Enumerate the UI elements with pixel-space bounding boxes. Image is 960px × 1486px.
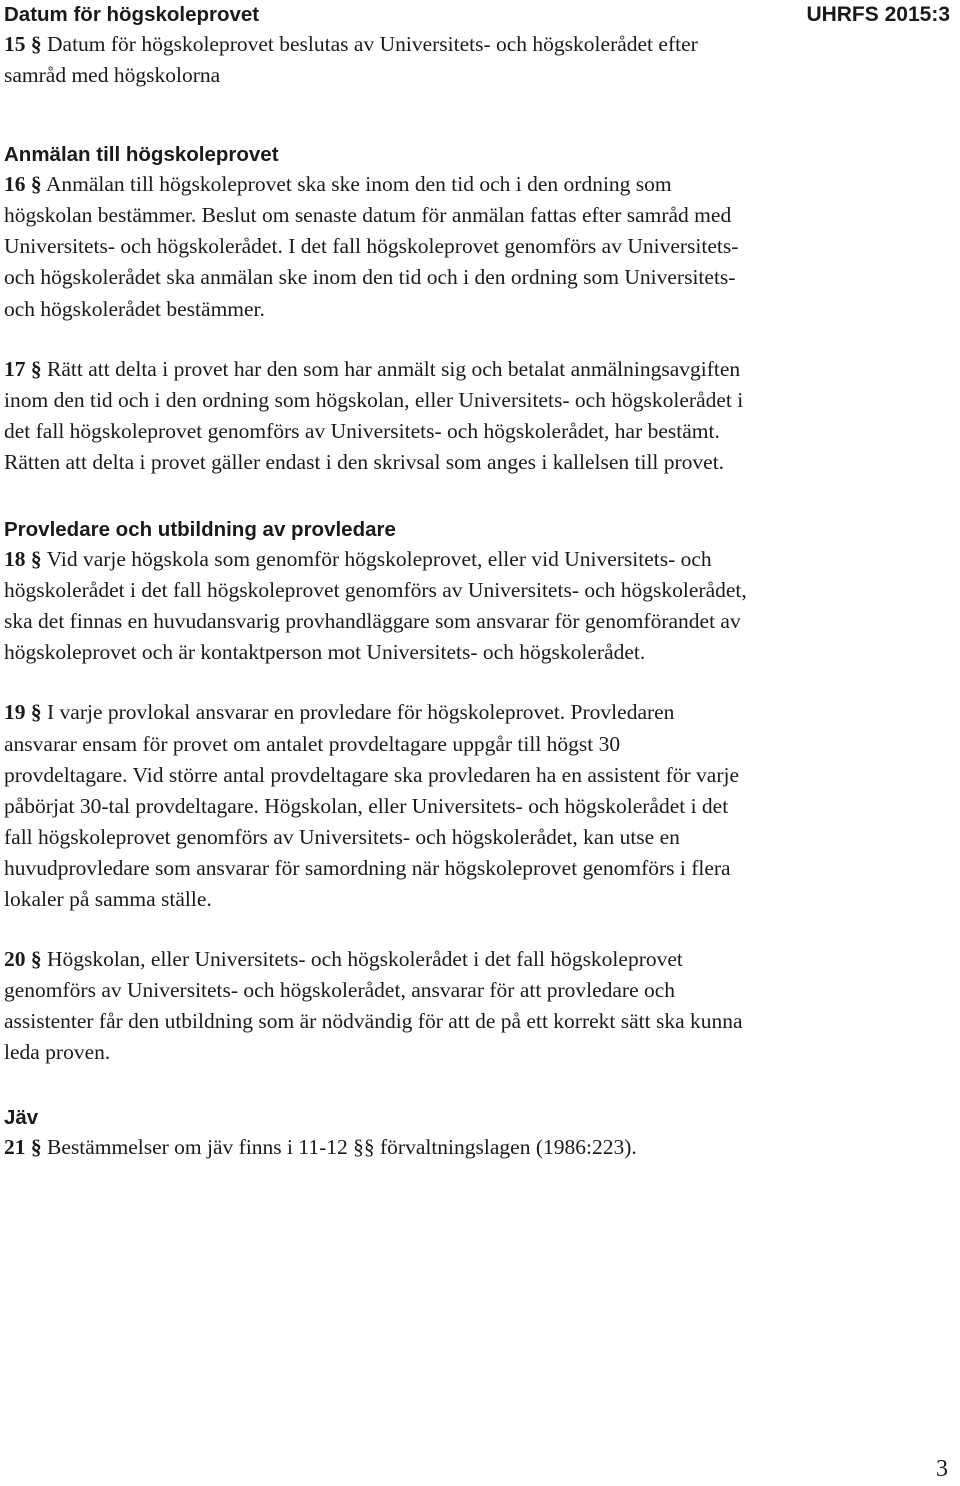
- paragraph-20: [4, 944, 748, 1068]
- section-sign: §: [30, 700, 42, 725]
- paragraph-number: 19: [4, 700, 26, 725]
- paragraph-text: Datum för högskoleprovet beslutas av Universitets- och högskolerådet efter samråd med högskolorna: [4, 32, 698, 88]
- paragraph-text: Högskolan, eller Universitets- och högskolerådet i det fall högskoleprovet genomförs av Universitets- och högskolerådet, ansvarar för att provledare och assistenter får den utbildning som är nödvändig för att de på ett korrekt sätt ska kunna leda proven.: [4, 947, 743, 1065]
- section-sign: §: [30, 547, 42, 572]
- paragraph-number: 18: [4, 547, 26, 572]
- heading-jav: Jäv: [4, 1106, 39, 1130]
- document-id: UHRFS 2015:3: [806, 3, 950, 26]
- heading-anmalan: Anmälan till högskoleprovet: [4, 143, 279, 167]
- paragraph-number: 21: [4, 1135, 26, 1160]
- section-sign: §: [30, 1135, 42, 1160]
- section-sign: §: [30, 172, 42, 197]
- paragraph-text: Bestämmelser om jäv finns i 11-12 §§ förvaltningslagen (1986:223).: [47, 1135, 637, 1160]
- paragraph-21: [4, 1132, 748, 1163]
- paragraph-number: 20: [4, 947, 26, 972]
- paragraph-number: 15: [4, 32, 26, 56]
- section-sign: §: [30, 947, 42, 972]
- paragraph-text: Vid varje högskola som genomför högskoleprovet, eller vid Universitets- och högskolerådet i det fall högskoleprovet genomförs av Universitets- och högskolerådet, ska det finnas en huvudansvarig provhandläggare som ansvarar för genomförandet av högskoleprovet och är kontaktperson mot Universitets- och högskolerådet.: [4, 547, 747, 665]
- paragraph-19: [4, 697, 748, 915]
- paragraph-text: Rätt att delta i provet har den som har anmält sig och betalat anmälningsavgiften inom den tid och i den ordning som högskolan, eller Universitets- och högskolerådet i det fall högskoleprovet genomförs av Universitets- och högskolerådet, har bestämt. Rätten att delta i provet gäller endast i den skrivsal som anges i kallelsen till provet.: [4, 356, 744, 474]
- document-body: [4, 0, 748, 1164]
- heading-provledare: Provledare och utbildning av provledare: [4, 518, 396, 542]
- paragraph-16: [4, 169, 748, 324]
- section-sign: §: [30, 356, 42, 381]
- page-number: 3: [936, 1456, 948, 1482]
- paragraph-17: [4, 354, 748, 478]
- heading-datum: Datum för högskoleprovet: [4, 3, 260, 26]
- document-page: [4, 0, 950, 1486]
- paragraph-15: [4, 29, 748, 91]
- paragraph-number: 17: [4, 356, 26, 381]
- paragraph-text: I varje provlokal ansvarar en provledare för högskoleprovet. Provledaren ansvarar ensam för provet om antalet provdeltagare uppgår till högst 30 provdeltagare. Vid större antal provdeltagare ska provledaren ha en assistent för varje påbörjat 30-tal provdeltagare. Högskolan, eller Universitets- och högskolerådet i det fall högskoleprovet genomförs av Universitets- och högskolerådet, kan utse en huvudprovledare som ansvarar för samordning när högskoleprovet genomförs i flera lokaler på samma ställe.: [4, 700, 739, 911]
- paragraph-number: 16: [4, 172, 26, 197]
- paragraph-text: Anmälan till högskoleprovet ska ske inom den tid och i den ordning som högskolan bestämmer. Beslut om senaste datum för anmälan fattas efter samråd med Universitets- och högskolerådet. I det fall högskoleprovet genomförs av Universitets- och högskolerådet ska anmälan ske inom den tid och i den ordning som Universitets- och högskolerådet bestämmer.: [4, 172, 739, 321]
- section-sign: §: [30, 32, 42, 56]
- paragraph-18: [4, 544, 748, 668]
